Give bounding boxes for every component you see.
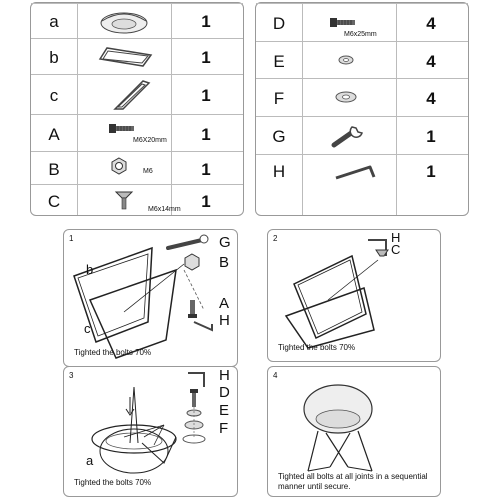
bolt-icon <box>190 389 198 393</box>
part-qty: 1 <box>201 125 211 144</box>
part-row-C <box>31 184 243 218</box>
part-row-b <box>31 38 243 75</box>
part-label: H <box>272 162 286 181</box>
part-label: c <box>49 86 59 105</box>
part-label: F <box>273 89 285 108</box>
allen-key-icon <box>334 161 378 183</box>
part-row-F <box>256 78 468 117</box>
label-D: D <box>219 384 230 401</box>
label-H: H <box>219 367 230 384</box>
bolt-icon <box>190 300 195 314</box>
step-number: 3 <box>69 371 74 380</box>
part-label: B <box>48 160 60 179</box>
part-qty: 1 <box>426 127 436 146</box>
part-label: C <box>47 192 61 211</box>
step-1-panel <box>63 229 238 367</box>
step-4-panel <box>267 366 441 497</box>
step-3-panel <box>63 366 238 497</box>
bolt-icon <box>109 123 135 135</box>
step-caption: Tighted the bolts 70% <box>74 348 152 357</box>
part-label: a <box>49 12 59 31</box>
label-F: F <box>219 420 229 437</box>
part-size: M6x14mm <box>148 206 181 213</box>
step-caption <box>278 472 428 492</box>
part-row-B <box>31 151 243 185</box>
part-row-D <box>256 3 468 42</box>
part-row-c <box>31 74 243 115</box>
part-row-G <box>256 116 468 155</box>
caption-line-2: manner until secure. <box>278 482 351 491</box>
hex-nut-icon <box>111 158 127 174</box>
step-2-panel <box>267 229 441 362</box>
label-B: B <box>219 254 230 271</box>
part-size: M6x25mm <box>344 31 377 38</box>
part-label: G <box>272 127 286 146</box>
countersunk-screw-icon <box>115 190 133 210</box>
label-A: A <box>219 295 230 312</box>
part-qty: 1 <box>201 48 211 67</box>
part-size: M6X20mm <box>133 137 167 144</box>
part-qty: 1 <box>201 160 211 179</box>
step-number: 2 <box>273 234 278 243</box>
wrench-icon <box>168 240 202 248</box>
step-number: 4 <box>273 371 278 380</box>
part-qty: 4 <box>426 14 436 33</box>
part-qty: 4 <box>426 52 436 71</box>
part-label: b <box>49 48 59 67</box>
part-label: E <box>273 52 285 71</box>
step-number: 1 <box>69 234 74 243</box>
part-row-H <box>256 154 468 191</box>
label-C: C <box>391 242 401 257</box>
hex-nut-icon <box>185 254 199 270</box>
lock-washer-icon <box>338 55 354 65</box>
caption-line-1: Tighted all bolts at all joints in a sequential <box>278 472 428 481</box>
rectangular-frame-icon <box>113 79 151 111</box>
part-row-E <box>256 41 468 79</box>
part-row-a <box>31 3 243 39</box>
parts-table-left <box>30 2 244 216</box>
part-qty: 1 <box>201 12 211 31</box>
label-H: H <box>219 312 230 329</box>
wrench-icon <box>330 123 366 149</box>
rectangular-frame-icon <box>97 45 153 69</box>
part-label: A <box>48 125 60 144</box>
frame-c <box>90 270 176 358</box>
allen-key-icon <box>194 322 212 330</box>
part-qty: 1 <box>426 162 436 181</box>
label-b: b <box>86 262 94 277</box>
label-a: a <box>86 453 94 468</box>
parts-table-right <box>255 2 469 216</box>
part-size: M6 <box>143 168 153 175</box>
label-c: c <box>84 321 91 336</box>
label-G: G <box>219 234 231 251</box>
part-label: D <box>272 14 286 33</box>
step-caption: Tighted the bolts 70% <box>74 478 152 487</box>
allen-key-icon <box>188 373 204 387</box>
flat-washer-icon <box>335 91 357 103</box>
part-qty: 4 <box>426 89 436 108</box>
part-qty: 1 <box>201 192 211 211</box>
label-H: H <box>391 230 401 245</box>
label-E: E <box>219 402 230 419</box>
part-qty: 1 <box>201 86 211 105</box>
seat-cushion-icon <box>99 9 149 35</box>
bolt-icon <box>330 17 356 28</box>
part-row-A <box>31 114 243 152</box>
step-caption: Tighted the bolts 70% <box>278 343 356 352</box>
